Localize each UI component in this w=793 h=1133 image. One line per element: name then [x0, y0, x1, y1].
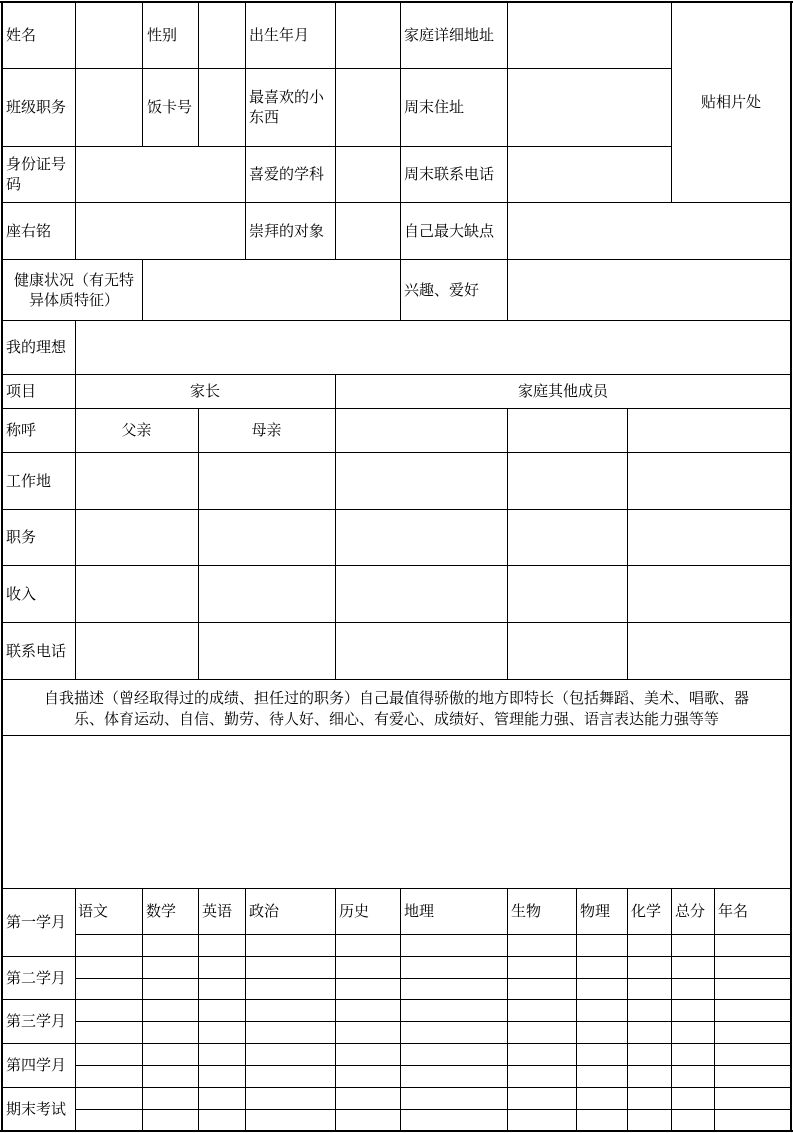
- subject-header: 英语: [202, 902, 233, 920]
- favorite-thing-line2: 东西: [249, 108, 280, 126]
- id-number-line1: 身份证号: [6, 155, 67, 173]
- weekend-address-label: 周末住址: [404, 98, 465, 116]
- item-label: 项目: [6, 382, 37, 400]
- grid-line: [335, 1, 336, 259]
- class-duty-label: 班级职务: [6, 98, 67, 116]
- grid-line: [198, 1, 199, 146]
- grid-line: [1, 1087, 791, 1088]
- photo-placeholder: 贴相片处: [700, 92, 761, 111]
- period-label: 第四学月: [6, 1056, 67, 1074]
- border-right: [790, 1, 792, 1132]
- name-label: 姓名: [6, 25, 37, 44]
- grid-line: [75, 1065, 791, 1066]
- id-number-label: [6, 146, 66, 202]
- favorite-thing-label: [249, 68, 335, 146]
- self-description-line2: 乐、体育运动、自信、勤劳、待人好、细心、有爱心、成绩好、管理能力强、语言表达能力强等等: [73, 710, 719, 728]
- grid-line: [198, 888, 199, 1131]
- subject-header: 年名: [718, 902, 749, 920]
- grid-line: [1, 565, 791, 566]
- grid-line: [1, 735, 791, 736]
- grid-line: [75, 1, 76, 259]
- grid-line: [142, 888, 143, 1131]
- subject-header: 生物: [511, 902, 542, 920]
- self-description-prompt: [4, 688, 789, 730]
- meal-card-label: 饭卡号: [147, 98, 193, 116]
- grid-line: [75, 978, 791, 979]
- father-label: 父亲: [121, 421, 152, 439]
- grid-line: [1, 452, 791, 453]
- grid-line: [1, 146, 672, 147]
- grid-line: [245, 888, 246, 1131]
- grid-line: [142, 1, 143, 146]
- border-left: [1, 1, 3, 1132]
- address-label: 家庭详细地址: [404, 25, 495, 44]
- grid-line: [671, 888, 672, 1131]
- weekend-phone-label: 周末联系电话: [404, 165, 495, 183]
- title-label: 称呼: [6, 421, 37, 439]
- period-label: 第一学月: [6, 913, 67, 931]
- family-row-label: 收入: [6, 584, 37, 603]
- health-line2: 异体质特征）: [28, 290, 119, 309]
- grid-line: [507, 408, 508, 679]
- grid-line: [335, 888, 336, 1131]
- grid-line: [142, 259, 143, 320]
- grid-line: [1, 202, 791, 203]
- grid-line: [507, 888, 508, 1131]
- hobby-label: 兴趣、爱好: [404, 280, 480, 299]
- grid-line: [400, 888, 401, 1131]
- period-label: 期末考试: [6, 1099, 67, 1118]
- period-label: 第三学月: [6, 1012, 67, 1030]
- grid-line: [1, 509, 791, 510]
- grid-line: [627, 888, 628, 1131]
- grid-line: [75, 1109, 791, 1110]
- subject-header: 总分: [675, 902, 706, 920]
- family-row-label: 工作地: [6, 471, 52, 490]
- grid-line: [1, 68, 672, 69]
- subject-header: 语文: [78, 902, 109, 920]
- grid-line: [1, 320, 791, 321]
- grid-line: [507, 1, 508, 320]
- weakness-label: 自己最大缺点: [404, 221, 495, 240]
- idol-label: 崇拜的对象: [249, 221, 325, 240]
- grid-line: [576, 888, 577, 1131]
- grid-line: [75, 320, 76, 374]
- grid-line: [627, 408, 628, 679]
- grid-line: [1, 956, 791, 957]
- grid-line: [75, 1021, 791, 1022]
- grid-line: [1, 622, 791, 623]
- grid-line: [245, 1, 246, 259]
- grid-line: [335, 374, 336, 679]
- favorite-subject-label: 喜爱的学科: [249, 165, 325, 183]
- period-label: 第二学月: [6, 968, 67, 987]
- gender-label: 性别: [147, 25, 178, 44]
- grid-line: [1, 999, 791, 1000]
- grid-line: [1, 888, 791, 889]
- self-description-line1: 自我描述（曾经取得过的成绩、担任过的职务）自己最值得骄傲的地方即特长（包括舞蹈、美术、唱歌、器: [43, 689, 749, 707]
- health-line1: 健康状况（有无特: [13, 270, 134, 289]
- subject-header: 地理: [404, 902, 435, 920]
- family-row-label: 职务: [6, 528, 37, 546]
- grid-line: [1, 1043, 791, 1044]
- grid-line: [714, 888, 715, 1131]
- motto-label: 座右铭: [6, 221, 52, 240]
- subject-header: 物理: [580, 902, 611, 920]
- subject-header: 政治: [249, 902, 280, 920]
- grid-line: [75, 888, 76, 1131]
- parents-header: 家长: [189, 382, 220, 400]
- mother-label: 母亲: [251, 421, 282, 439]
- border-bottom: [0, 1130, 793, 1132]
- subject-header: 化学: [631, 902, 662, 920]
- birth-label: 出生年月: [249, 25, 310, 44]
- grid-line: [400, 1, 401, 320]
- favorite-thing-line1: 最喜欢的小: [249, 88, 325, 106]
- grid-line: [75, 934, 791, 935]
- health-label: [6, 259, 142, 320]
- subject-header: 数学: [146, 902, 177, 920]
- grid-line: [1, 679, 791, 680]
- subject-header: 历史: [339, 902, 370, 920]
- ideal-label: 我的理想: [6, 338, 67, 356]
- id-number-line2: 码: [6, 175, 22, 193]
- other-members-header: 家庭其他成员: [517, 382, 608, 400]
- family-row-label: 联系电话: [6, 641, 67, 660]
